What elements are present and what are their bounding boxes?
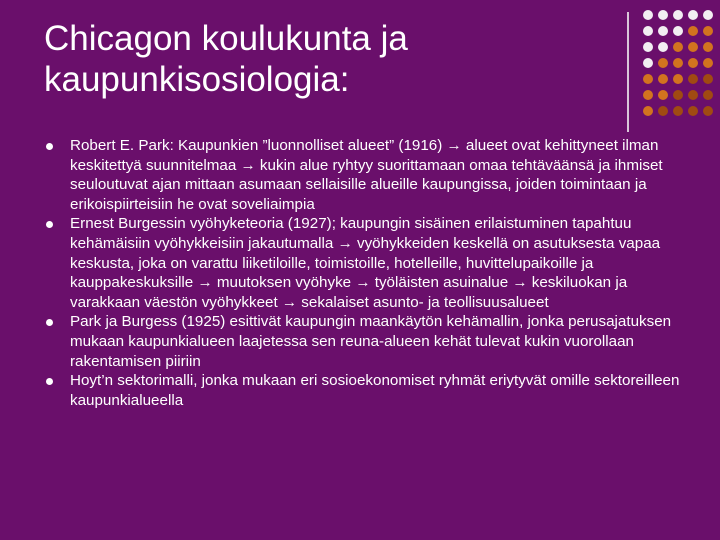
decorative-dot [643,10,653,20]
decorative-dot [658,10,668,20]
decorative-dot [703,26,713,36]
decorative-dot [658,58,668,68]
decorative-dot [673,106,683,116]
decorative-dot [643,106,653,116]
decorative-dot [643,58,653,68]
decorative-dot [688,106,698,116]
bullet-item [50,312,695,371]
bullet-list [50,136,695,410]
decorative-dot [673,26,683,36]
title-divider [627,12,629,132]
decorative-dot [658,74,668,84]
decorative-dot-grid [643,10,713,116]
slide-title-line-2: kaupunkisosiologia: [44,60,350,99]
bullet-item [50,371,695,410]
decorative-dot [673,10,683,20]
bullet-icon [46,221,53,228]
bullet-icon [46,378,53,385]
decorative-dot [673,74,683,84]
decorative-dot [688,42,698,52]
decorative-dot [673,58,683,68]
decorative-dot [643,90,653,100]
decorative-dot [673,42,683,52]
decorative-dot [688,26,698,36]
bullet-item [50,214,695,312]
decorative-dot [688,74,698,84]
slide-title-line-1: Chicagon koulukunta ja [44,19,408,58]
decorative-dot [643,42,653,52]
decorative-dot [703,106,713,116]
bullet-icon [46,143,53,150]
bullet-text: Ernest Burgessin vyöhyketeoria (1927); kaupungin sisäinen erilaistuminen tapahtuu kehämäisiin vyöhykkeisiin jakautumalla → vyöhykkeiden keskellä on asutuksesta vapaa keskusta, joka on varattu liiketiloille, toimistoille, hotelleille, huvittelupaikoille ja kauppakeskuksille → muutoksen vyöhyke → työläisten asuinalue → keskiluokan ja varakkaan väestön vyöhykkeet → sekalaiset asunto- ja teollisuusalueet [70,215,661,311]
decorative-dot [688,10,698,20]
bullet-text: Hoyt’n sektorimalli, jonka mukaan eri sosioekonomiset ryhmät eriytyvät omille sektoreilleen kaupunkialueella [70,372,680,409]
bullet-text: Robert E. Park: Kaupunkien ”luonnolliset alueet” (1916) → alueet ovat kehittyneet ilman keskitettyä suunnitelmaa → kukin alue ryhtyy suorittamaan omaa tehtäväänsä ja ihmiset seuloutuvat ajan mittaan asumaan sellaisille alueille kaupungissa, joiden toimintaan ja erikoispiirteisiin he ovat soveliaimpia [70,137,663,213]
decorative-dot [703,42,713,52]
decorative-dot [703,74,713,84]
slide-title [44,18,604,100]
decorative-dot [643,26,653,36]
decorative-dot [658,42,668,52]
decorative-dot [658,106,668,116]
bullet-icon [46,319,53,326]
decorative-dot [643,74,653,84]
bullet-text: Park ja Burgess (1925) esittivät kaupungin maankäytön kehämallin, jonka perusajatuksen mukaan kaupunkialueen laajetessa sen reuna-alueen kehät tulevat kukin vuorollaan rakentamisen piiriin [70,313,672,370]
decorative-dot [703,58,713,68]
decorative-dot [703,10,713,20]
decorative-dot [688,58,698,68]
decorative-dot [658,26,668,36]
decorative-dot [688,90,698,100]
decorative-dot [703,90,713,100]
decorative-dot [658,90,668,100]
bullet-item [50,136,695,214]
decorative-dot [673,90,683,100]
